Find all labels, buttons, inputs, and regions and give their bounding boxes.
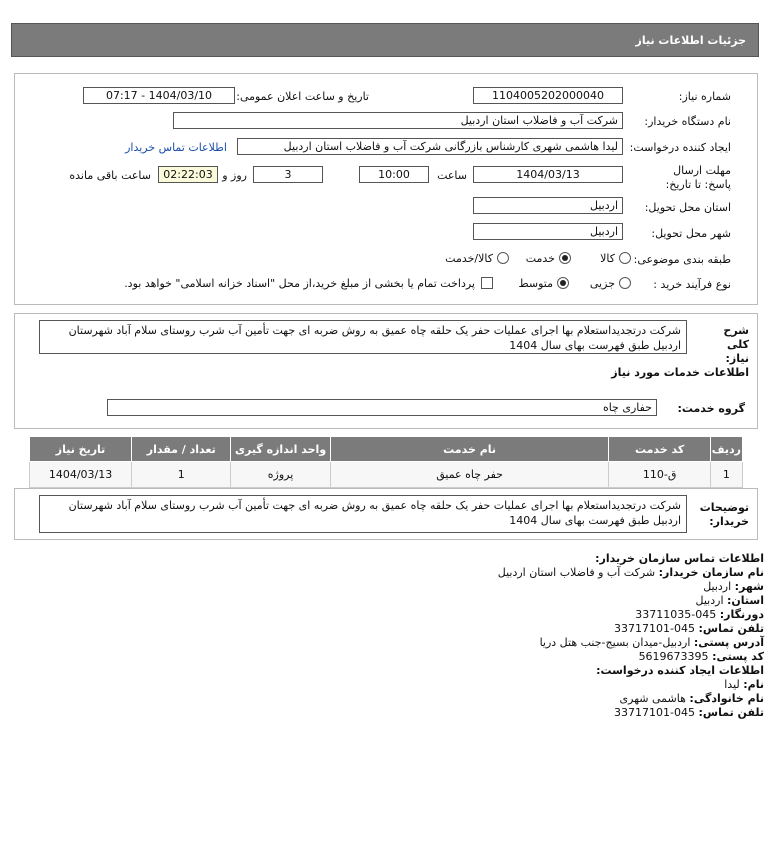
category-option-goods: کالا [600, 252, 615, 265]
process-radio-medium[interactable] [557, 277, 569, 289]
deadline-time-field: 10:00 [359, 166, 429, 183]
page-title: جزئیات اطلاعات نیاز [635, 34, 746, 47]
buyer-notes-text: شرکت درتجدیداستعلام بها اجرای عملیات حفر یک حلقه چاه عمیق به روش ضربه ای جهت تأمین آب شرب روستای سلام آباد شهرستان اردبیل طبق فهرست بهای سال 1404 [39, 495, 687, 533]
col-row: ردیف [710, 437, 742, 462]
contact-province: اردبیل [695, 594, 724, 607]
col-service-name: نام خدمت [330, 437, 609, 462]
category-label: طبقه بندی موضوعی: [633, 253, 731, 266]
cell-service-code: ق-110 [609, 462, 710, 488]
table-row [30, 462, 743, 488]
buyer-org-label: نام دستگاه خریدار: [644, 115, 731, 128]
services-table-header [30, 437, 743, 462]
buyer-contact-link[interactable]: اطلاعات تماس خریدار [125, 141, 227, 154]
announce-field: 1404/03/10 - 07:17 [83, 87, 235, 104]
creator-name: لیدا [724, 678, 740, 691]
buyer-notes-section [14, 488, 758, 540]
service-group-field: حفاری چاه [107, 399, 657, 416]
process-radio-minor[interactable] [619, 277, 631, 289]
creator-field: لیدا هاشمی شهری کارشناس بازرگانی شرکت آب و فاضلاب استان اردبیل [237, 138, 623, 155]
contact-city: اردبیل [703, 580, 732, 593]
col-need-date: تاریخ نیاز [30, 437, 132, 462]
need-info-panel [14, 73, 758, 305]
need-number-label: شماره نیاز: [678, 90, 731, 103]
announce-label: تاریخ و ساعت اعلان عمومی: [236, 90, 369, 103]
cell-quantity: 1 [132, 462, 231, 488]
category-radio-service[interactable] [559, 252, 571, 264]
creator-info-title: اطلاعات ایجاد کننده درخواست: [596, 664, 764, 677]
col-unit: واحد اندازه گیری [231, 437, 330, 462]
category-radio-goods[interactable] [619, 252, 631, 264]
process-option-medium: متوسط [518, 277, 553, 290]
city-field: اردبیل [473, 223, 623, 240]
contact-city-label: شهر: [734, 580, 764, 593]
process-option-minor: جزیی [589, 277, 615, 290]
province-label: استان محل تحویل: [644, 201, 731, 214]
creator-phone-label: تلفن تماس: [698, 706, 764, 719]
col-service-code: کد خدمت [609, 437, 710, 462]
treasury-payment-checkbox[interactable] [481, 277, 493, 289]
cell-unit: پروژه [231, 462, 330, 488]
contact-phone-label: تلفن تماس: [698, 622, 764, 635]
province-field: اردبیل [473, 197, 623, 214]
page-header [11, 23, 759, 57]
contact-org-label: نام سازمان خریدار: [658, 566, 764, 579]
category-option-goods-service: کالا/خدمت [445, 252, 493, 265]
deadline-label: مهلت ارسال پاسخ: تا تاریخ: [665, 164, 731, 191]
description-text: شرکت درتجدیداستعلام بها اجرای عملیات حفر یک حلقه چاه عمیق به روش ضربه ای جهت تأمین آب شرب روستای سلام آباد شهرستان اردبیل طبق فهرست بهای سال 1404 [39, 320, 687, 354]
contact-address: اردبیل-میدان بسیج-جنب هتل دریا [539, 636, 691, 649]
contact-province-label: استان: [727, 594, 764, 607]
services-title: اطلاعات خدمات مورد نیاز [611, 366, 749, 379]
cell-row: 1 [710, 462, 742, 488]
remaining-time-field: 02:22:03 [158, 166, 218, 183]
description-section [14, 313, 758, 429]
services-table [29, 436, 743, 488]
buyer-notes-label: توضیحات خریدار: [699, 501, 749, 528]
creator-name-label: نام: [743, 678, 764, 691]
days-label: روز و [222, 169, 247, 182]
process-label: نوع فرآیند خرید : [653, 278, 731, 291]
contact-address-label: آدرس پستی: [693, 636, 764, 649]
cell-service-name: حفر چاه عمیق [330, 462, 609, 488]
description-label: شرح کلی نیاز: [723, 324, 749, 365]
contact-postal: 5619673395 [638, 650, 709, 663]
buyer-org-field: شرکت آب و فاضلاب استان اردبیل [173, 112, 623, 129]
service-group-label: گروه خدمت: [677, 402, 745, 415]
creator-label: ایجاد کننده درخواست: [629, 141, 731, 154]
creator-family-label: نام خانوادگی: [689, 692, 764, 705]
contact-section [0, 548, 770, 728]
deadline-date-field: 1404/03/13 [473, 166, 623, 183]
creator-phone: 045-33717101 [614, 706, 696, 719]
time-label: ساعت [437, 169, 467, 182]
contact-title: اطلاعات تماس سازمان خریدار: [595, 552, 764, 565]
remaining-label: ساعت باقی مانده [69, 169, 151, 182]
creator-family: هاشمی شهری [619, 692, 686, 705]
need-number-field: 1104005202000040 [473, 87, 623, 104]
city-label: شهر محل تحویل: [651, 227, 731, 240]
contact-fax-label: دورنگار: [719, 608, 764, 621]
contact-fax: 045-33711035 [635, 608, 717, 621]
contact-phone: 045-33717101 [614, 622, 696, 635]
contact-org: شرکت آب و فاضلاب استان اردبیل [497, 566, 656, 579]
col-quantity: تعداد / مقدار [132, 437, 231, 462]
treasury-payment-note: پرداخت تمام یا بخشی از مبلغ خرید،از محل "اسناد خزانه اسلامی" خواهد بود. [124, 277, 475, 290]
category-option-service: خدمت [525, 252, 555, 265]
category-radio-goods-service[interactable] [497, 252, 509, 264]
contact-postal-label: کد پستی: [712, 650, 764, 663]
days-field: 3 [253, 166, 323, 183]
cell-need-date: 1404/03/13 [30, 462, 132, 488]
